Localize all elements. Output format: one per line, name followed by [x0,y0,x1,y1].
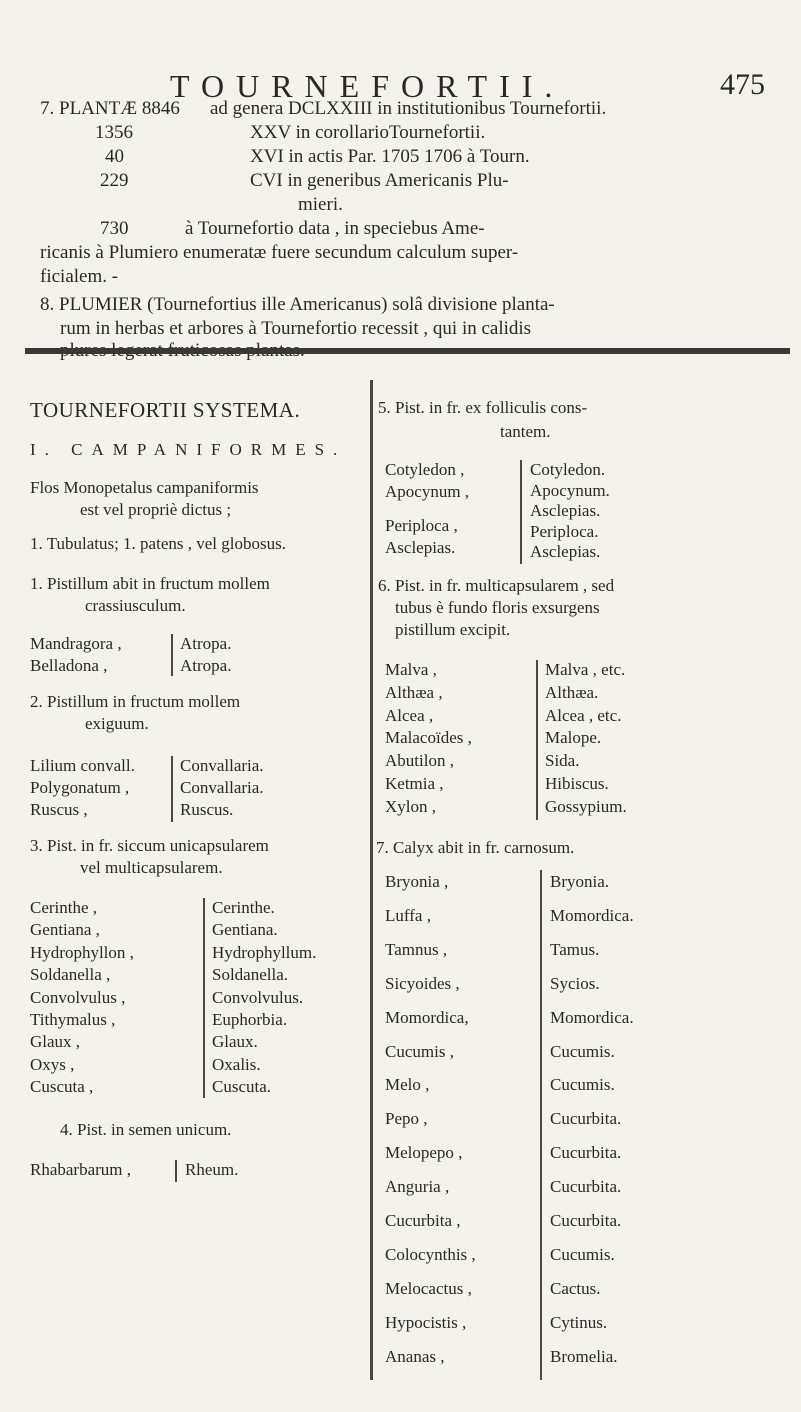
s4-heading: 4. Pist. in semen unicum. [60,1120,232,1139]
s7-left-11: Colocynthis , [385,1244,476,1264]
s7-right-10: Cucurbita. [550,1211,622,1230]
s7-left-2: Tamnus , [385,939,448,959]
note-7-tail-0: ricanis à Plumiero enumeratæ fuere secundum calculum super- [40,242,519,263]
s6-right-5: Hibiscus. [545,774,609,793]
s7-rule [540,870,542,1380]
s4-right-0: Rheum. [185,1160,239,1179]
note-7-num-1: 1356 [95,122,133,143]
s7-right-0: Bryonia. [550,872,610,891]
note-7-text-5: à Tournefortio data , in speciebus Ame- [185,218,485,239]
note-7-tail-1: ficialem. - [40,266,119,287]
s1-right-0: Atropa. [180,634,232,653]
s6-rule [536,660,538,820]
s3-left-6: Glaux , [30,1032,81,1052]
s2-left-1: Polygonatum , [30,778,130,797]
note-7-text-1: XXV in corollarioTournefortii. [250,122,486,143]
s4-left-0: Rhabarbarum , [30,1160,132,1179]
s7-left-5: Cucumis , [385,1041,454,1061]
s3-left-7: Oxys , [30,1054,75,1074]
s7-left-3: Sicyoides , [385,973,460,993]
s5-right-4: Asclepias. [530,542,601,562]
note-7-text-0: ad genera DCLXXIII in institutionibus Tournefortii. [210,98,607,119]
s6-right-1: Althæa. [545,682,599,702]
center-column-rule [370,380,373,1380]
note-7-num-0: 7. PLANTÆ 8846 [40,98,180,119]
s3-left-1: Gentiana , [30,920,100,940]
s5-rule [520,460,522,564]
s1-right-1: Atropa. [180,656,232,675]
s7-right-11: Cucumis. [550,1244,615,1264]
s7-right-12: Cactus. [550,1278,601,1298]
s7-left-4: Momordica, [385,1007,469,1027]
class-1-desc-1: est vel propriè dictus ; [80,500,232,519]
s6-left-4: Abutilon , [385,751,454,771]
s3-right-0: Cerinthe. [212,898,275,917]
s7-left-14: Ananas , [385,1346,445,1366]
s7-left-6: Melo , [385,1075,430,1095]
page-header-title: TOURNEFORTII. [170,68,565,104]
s3-right-3: Soldanella. [212,965,289,985]
systema-title: TOURNEFORTII SYSTEMA. [30,398,301,422]
s7-left-12: Melocactus , [385,1278,472,1298]
s6-left-3: Malacoïdes , [385,728,472,748]
s7-right-3: Sycios. [550,973,600,993]
s6-right-4: Sida. [545,751,580,771]
s3-right-7: Oxalis. [212,1054,261,1074]
note-7-num-3: 229 [100,170,129,191]
s7-right-5: Cucumis. [550,1041,615,1061]
s6-left-5: Ketmia , [385,774,444,793]
s5-right-1: Apocynum. [530,480,610,500]
s5-right-0: Cotyledon. [530,460,606,479]
s1-heading-1: crassiusculum. [85,596,186,615]
s7-heading: 7. Calyx abit in fr. carnosum. [376,838,575,857]
s6-heading-1: tubus è fundo floris exsurgens [395,598,600,617]
s7-right-4: Momordica. [550,1007,634,1027]
s3-right-8: Cuscuta. [212,1077,272,1097]
s5-right-2: Asclepias. [530,501,601,521]
s2-right-2: Ruscus. [180,800,234,819]
s3-left-5: Tithymalus , [30,1010,116,1029]
s6-left-2: Alcea , [385,705,434,725]
note-8-line-0: 8. PLUMIER (Tournefortius ille Americanus) solâ divisione planta- [40,294,555,315]
section-divider [25,348,790,354]
s6-left-0: Malva , [385,660,437,679]
s3-right-5: Euphorbia. [212,1010,288,1029]
s6-right-0: Malva , etc. [545,660,626,679]
s7-right-13: Cytinus. [550,1312,608,1332]
s1-left-1: Belladona , [30,656,108,675]
s5-heading-0: 5. Pist. in fr. ex folliculis cons- [378,398,588,417]
s5-left-0: Cotyledon , [385,460,465,479]
s1-rule [171,634,173,676]
s6-left-1: Althæa , [385,682,443,702]
s7-right-9: Cucurbita. [550,1177,622,1197]
s7-right-2: Tamus. [550,939,600,959]
s2-left-2: Ruscus , [30,800,88,819]
s7-right-8: Cucurbita. [550,1143,622,1163]
page-number: 475 [720,68,765,101]
s6-right-3: Malope. [545,728,602,748]
note-7-num-5: 730 [100,218,129,239]
s2-heading-1: exiguum. [85,714,149,733]
class-1-desc-0: Flos Monopetalus campaniformis [30,478,259,497]
s1-left-0: Mandragora , [30,634,122,653]
s7-right-6: Cucumis. [550,1075,615,1095]
s7-left-10: Cucurbita , [385,1211,461,1230]
s2-heading-0: 2. Pistillum in fructum mollem [30,692,241,711]
s5-left-1: Apocynum , [385,482,470,501]
note-8-line-1: rum in herbas et arbores à Tournefortio recessit , qui in calidis [60,318,532,339]
s6-right-2: Alcea , etc. [545,705,622,725]
note-7-text-3: CVI in generibus Americanis Plu- [250,170,509,191]
class-1-sub: 1. Tubulatus; 1. patens , vel globosus. [30,534,286,553]
note-7-num-2: 40 [105,146,124,167]
s6-right-6: Gossypium. [545,796,627,816]
s3-left-8: Cuscuta , [30,1077,94,1097]
s2-rule [171,756,173,822]
s4-rule [175,1160,177,1182]
s7-left-9: Anguria , [385,1177,450,1197]
s3-right-4: Convolvulus. [212,987,304,1007]
s1-heading-0: 1. Pistillum abit in fructum mollem [30,574,270,593]
class-1-heading: I. CAMPANIFORMES. [30,440,347,459]
s5-left-3: Asclepias. [385,538,456,557]
s3-right-6: Glaux. [212,1032,258,1052]
s7-right-1: Momordica. [550,905,634,925]
s3-left-3: Soldanella , [30,965,111,985]
s5-left-2: Periploca , [385,516,458,535]
s7-left-0: Bryonia , [385,872,449,891]
s6-left-6: Xylon , [385,796,436,816]
s3-left-4: Convolvulus , [30,987,126,1007]
s7-right-14: Bromelia. [550,1346,618,1366]
s6-heading-2: pistillum excipit. [395,620,511,639]
s6-heading-0: 6. Pist. in fr. multicapsularem , sed [378,576,615,595]
note-7-text-2: XVI in actis Par. 1705 1706 à Tourn. [250,146,530,167]
s7-right-7: Cucurbita. [550,1109,622,1129]
s3-left-0: Cerinthe , [30,898,98,917]
s3-heading-1: vel multicapsularem. [80,858,223,877]
s2-right-0: Convallaria. [180,756,264,775]
s5-heading-1: tantem. [500,422,551,441]
s3-right-2: Hydrophyllum. [212,942,317,962]
s7-left-7: Pepo , [385,1109,428,1129]
s2-left-0: Lilium convall. [30,756,135,775]
s7-left-1: Luffa , [385,905,431,925]
s3-left-2: Hydrophyllon , [30,942,134,962]
s7-left-13: Hypocistis , [385,1312,467,1332]
s7-left-8: Melopepo , [385,1143,463,1163]
s5-right-3: Periploca. [530,521,599,541]
s3-rule [203,898,205,1098]
s2-right-1: Convallaria. [180,778,264,797]
note-7-text-4: mieri. [298,194,343,215]
s3-right-1: Gentiana. [212,920,278,940]
s3-heading-0: 3. Pist. in fr. siccum unicapsularem [30,836,269,855]
